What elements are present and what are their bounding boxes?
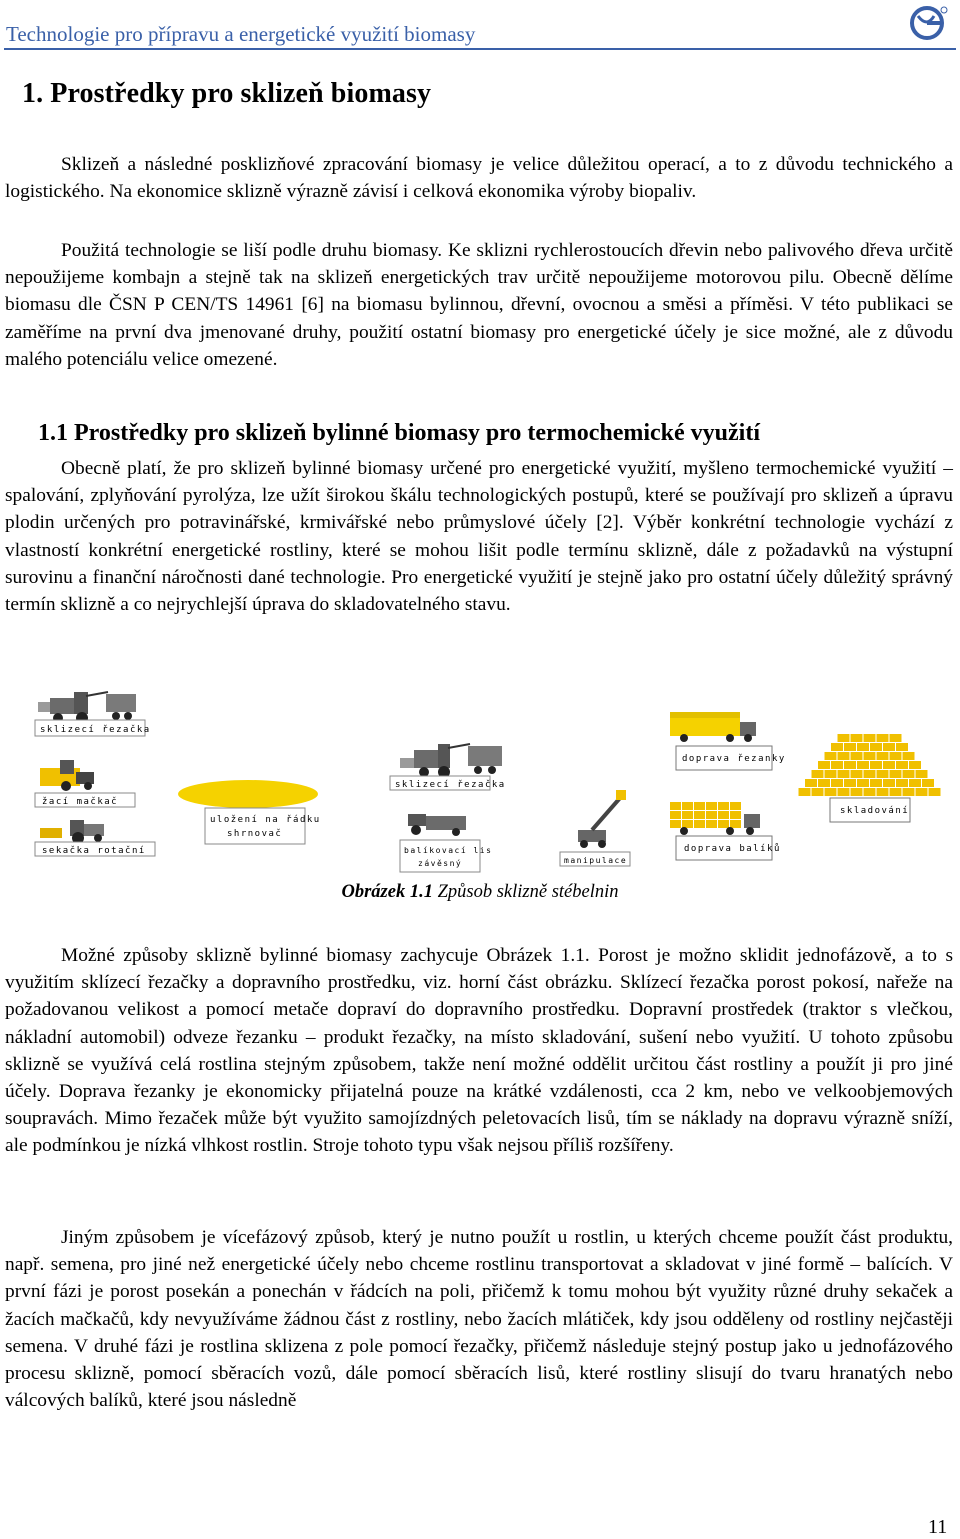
bale-block — [864, 752, 876, 760]
bale-block — [870, 761, 882, 769]
bale-block — [706, 820, 717, 828]
rotary-mower-illustration — [40, 820, 104, 844]
bale-block — [682, 820, 693, 828]
bale-block — [838, 770, 850, 778]
bale-block — [896, 743, 908, 751]
bale-block — [883, 743, 895, 751]
label-rotary-mower: sekačka rotační — [42, 846, 146, 856]
bale-block — [831, 761, 843, 769]
bale-block — [812, 788, 824, 796]
bale-block — [838, 788, 850, 796]
harvester-illustration — [38, 692, 136, 724]
header-rule — [4, 48, 956, 50]
bale-block — [864, 788, 876, 796]
bale-block — [825, 788, 837, 796]
bale-block — [883, 761, 895, 769]
paragraph: Možné způsoby sklizně bylinné biomasy zachycuje Obrázek 1.1. Porost je možno sklidit jednofázově, a to s využitím sklízecí řezačky a dopravního prostředku, viz. horní část obrázku. Sklízecí řezačka porost pokosí, nařeže na požadovanou velikost a pomocí metače dopraví do dopravního prostředku. Dopravní prostředek (traktor s vlečkou, nákladní automobil) odveze řezanku – produkt řezačky, na místo skladování, sušení nebo využití. U tohoto způsobu sklizně se využívá celá rostlina stejným způsobem, takže není možné oddělit určitou část rostliny a použít ji pro jiné účely. Doprava řezanky je ekonomicky přijatelná pouze na krátké vzdálenosti, cca 2 km, nebo ve velkoobjemových soupravách. Mimo řezaček může být využito samojízdných peletovacích lisů, tím se náklady na dopravu výrazně sníží, ale podmínkou je nízká vlhkost rostlin. Stroje tohoto typu však nejsou příliš rozšířeny. — [5, 945, 953, 1157]
reaper-illustration — [40, 760, 94, 791]
bale-block — [694, 811, 705, 819]
bale-block — [857, 761, 869, 769]
bale-block — [812, 770, 824, 778]
bale-block — [903, 770, 915, 778]
bale-block — [851, 752, 863, 760]
truck-bales-illustration — [670, 802, 760, 835]
bale-block — [818, 761, 830, 769]
truck-cab — [744, 814, 760, 828]
bale-block — [706, 811, 717, 819]
paragraph: Obecně platí, že pro sklizeň bylinné biomasy určené pro energetické využití, myšleno termochemické využití – spalování, zplyňování pyrolýza, lze užít širokou škálu technologických postupů, které se používají pro sklizeň a úpravu plodin určených pro potravinářské, krmivářské nebo průmyslové účely [2]. Výběr konkrétní technologie vychází z vlastností konkrétní energetické rostliny, které se mohou lišit podle termínu sklizně, dále z požadavků na výstupní surovinu a finanční náročnosti dané technologie. Pro energetické využití je stejně jako pro ostatní účely důležitý správný termín sklizně a co nejrychlejší úprava do skladovatelného stavu. — [5, 458, 953, 616]
truck-wheel — [726, 827, 734, 835]
label-transport-chopped: doprava řezanky — [682, 754, 786, 764]
baler-illustration — [408, 814, 466, 836]
label-field-chopper: sklizecí řezačka — [395, 780, 506, 790]
bale-block — [730, 820, 741, 828]
bale-block — [805, 779, 817, 787]
bale-block — [831, 779, 843, 787]
bale-block — [877, 752, 889, 760]
bale-block — [857, 743, 869, 751]
bale-block — [694, 820, 705, 828]
bale-block — [831, 743, 843, 751]
bale-block — [870, 743, 882, 751]
truck-wheel — [746, 827, 754, 835]
bale-block — [818, 779, 830, 787]
bioenergy-logo-icon — [908, 4, 950, 40]
bale-block — [864, 734, 876, 742]
bale-block — [896, 761, 908, 769]
subsection-heading: 1.1 Prostředky pro sklizeň bylinné biomasy pro termochemické využití — [38, 420, 760, 446]
bale-block — [706, 802, 717, 810]
bale-block — [851, 770, 863, 778]
harvest-methods-figure — [30, 690, 960, 880]
bale-block — [929, 788, 941, 796]
bale-block — [718, 802, 729, 810]
label-baler-2: závěsný — [418, 859, 463, 868]
bale-block — [890, 788, 902, 796]
label-windrow-2: shrnovač — [227, 829, 283, 839]
bale-block — [838, 752, 850, 760]
paragraph: Použitá technologie se liší podle druhu biomasy. Ke sklizni rychlerostoucích dřevin nebo palivového dřeva určitě nepoužijeme kombajn a stejně tak na sklizeň energetických trav určitě nepoužijeme motorovou pilu. Obecně dělíme biomasu dle ČSN P CEN/TS 14961 [6] na biomasu bylinnou, dřevní, ovocnou a směsi a příměsi. V této publikaci se zaměříme na první dva jmenované druhy, použití ostatní biomasy pro energetické účely je sice možné, ale z důvodu malého potenciálu velice omezené. — [5, 240, 953, 370]
bale-block — [682, 811, 693, 819]
bale-block — [718, 811, 729, 819]
bale-block — [857, 779, 869, 787]
bale-block — [909, 761, 921, 769]
bale-block — [694, 802, 705, 810]
bale-block — [851, 734, 863, 742]
bale-block — [825, 770, 837, 778]
windrow-shape — [178, 780, 318, 808]
bale-block — [838, 734, 850, 742]
page-header — [0, 0, 960, 60]
field-chopper-illustration — [400, 744, 502, 778]
label-harvester: sklizecí řezačka — [40, 725, 151, 735]
paragraph: Sklizeň a následné posklizňové zpracování biomasy je velice důležitou operací, a to z důvodu technického a logistického. Na ekonomice sklizně výrazně závisí i celková ekonomika výroby biopaliv. — [5, 154, 953, 203]
bale-block — [890, 770, 902, 778]
paragraph: Jiným způsobem je vícefázový způsob, který je nutno použít u rostlin, u kterých chceme použít část produktu, např. semena, pro jiné než energetické účely nebo chceme rostlinu transportovat a skladovat v jiné formě – balících. V první fázi je porost posekán a ponechán v řádcích na poli, přičemž k tomu mohou být využity různé druhy sekaček a žacích mačkačů, kdy nevyužíváme žádnou část z rostliny, nebo žacích mlátiček, kdy jsou odděleny od rostliny nejčastěji semena. V druhé fázi je rostlina sklizena z pole pomocí řezačky, přičemž následuje stejný postup jako u jednofázového procesu sklizně, pomocí sběracích vozů, dále pomocí sběracích lisů, které rostliny slisují do tvaru hranatých nebo válcových balíků, které jsou následně — [5, 1227, 953, 1412]
bale-block — [909, 779, 921, 787]
bale-block — [903, 752, 915, 760]
bale-block — [883, 779, 895, 787]
label-storage: skladování — [840, 806, 910, 816]
bale-block — [844, 761, 856, 769]
bale-block — [877, 770, 889, 778]
bale-block — [851, 788, 863, 796]
label-reaper: žací mačkač — [42, 797, 119, 807]
section-heading: 1. Prostředky pro sklizeň biomasy — [22, 78, 432, 109]
label-transport-bales: doprava balíků — [684, 844, 781, 854]
telehandler-illustration — [578, 790, 626, 848]
bale-block — [877, 788, 889, 796]
bale-block — [799, 788, 811, 796]
bale-block — [718, 820, 729, 828]
bale-block — [916, 770, 928, 778]
bale-block — [844, 743, 856, 751]
bale-block — [825, 752, 837, 760]
bale-block — [670, 802, 681, 810]
bale-block — [870, 779, 882, 787]
running-title: Technologie pro přípravu a energetické využití biomasy — [6, 22, 476, 46]
bale-block — [877, 734, 889, 742]
bale-block — [844, 779, 856, 787]
bale-block — [922, 779, 934, 787]
truck-chopped-illustration — [670, 712, 756, 742]
bale-block — [916, 788, 928, 796]
truck-wheel — [680, 827, 688, 835]
figure-number: Obrázek 1.1 — [341, 882, 433, 902]
bale-block — [682, 802, 693, 810]
bale-block — [730, 802, 741, 810]
label-windrow: uložení na řádku — [210, 815, 321, 825]
bale-block — [670, 811, 681, 819]
label-handling: manipulace — [564, 856, 628, 865]
figure-caption-text: Způsob sklizně stébelnin — [437, 882, 619, 902]
bale-block — [864, 770, 876, 778]
page-number: 11 — [928, 1516, 948, 1538]
label-baler: balíkovací lis — [404, 846, 493, 855]
bale-block — [890, 752, 902, 760]
bale-block — [890, 734, 902, 742]
bale-block — [903, 788, 915, 796]
figure-caption — [0, 882, 960, 903]
bale-pyramid-illustration — [799, 734, 941, 796]
bale-block — [670, 820, 681, 828]
bale-block — [730, 811, 741, 819]
bale-block — [896, 779, 908, 787]
